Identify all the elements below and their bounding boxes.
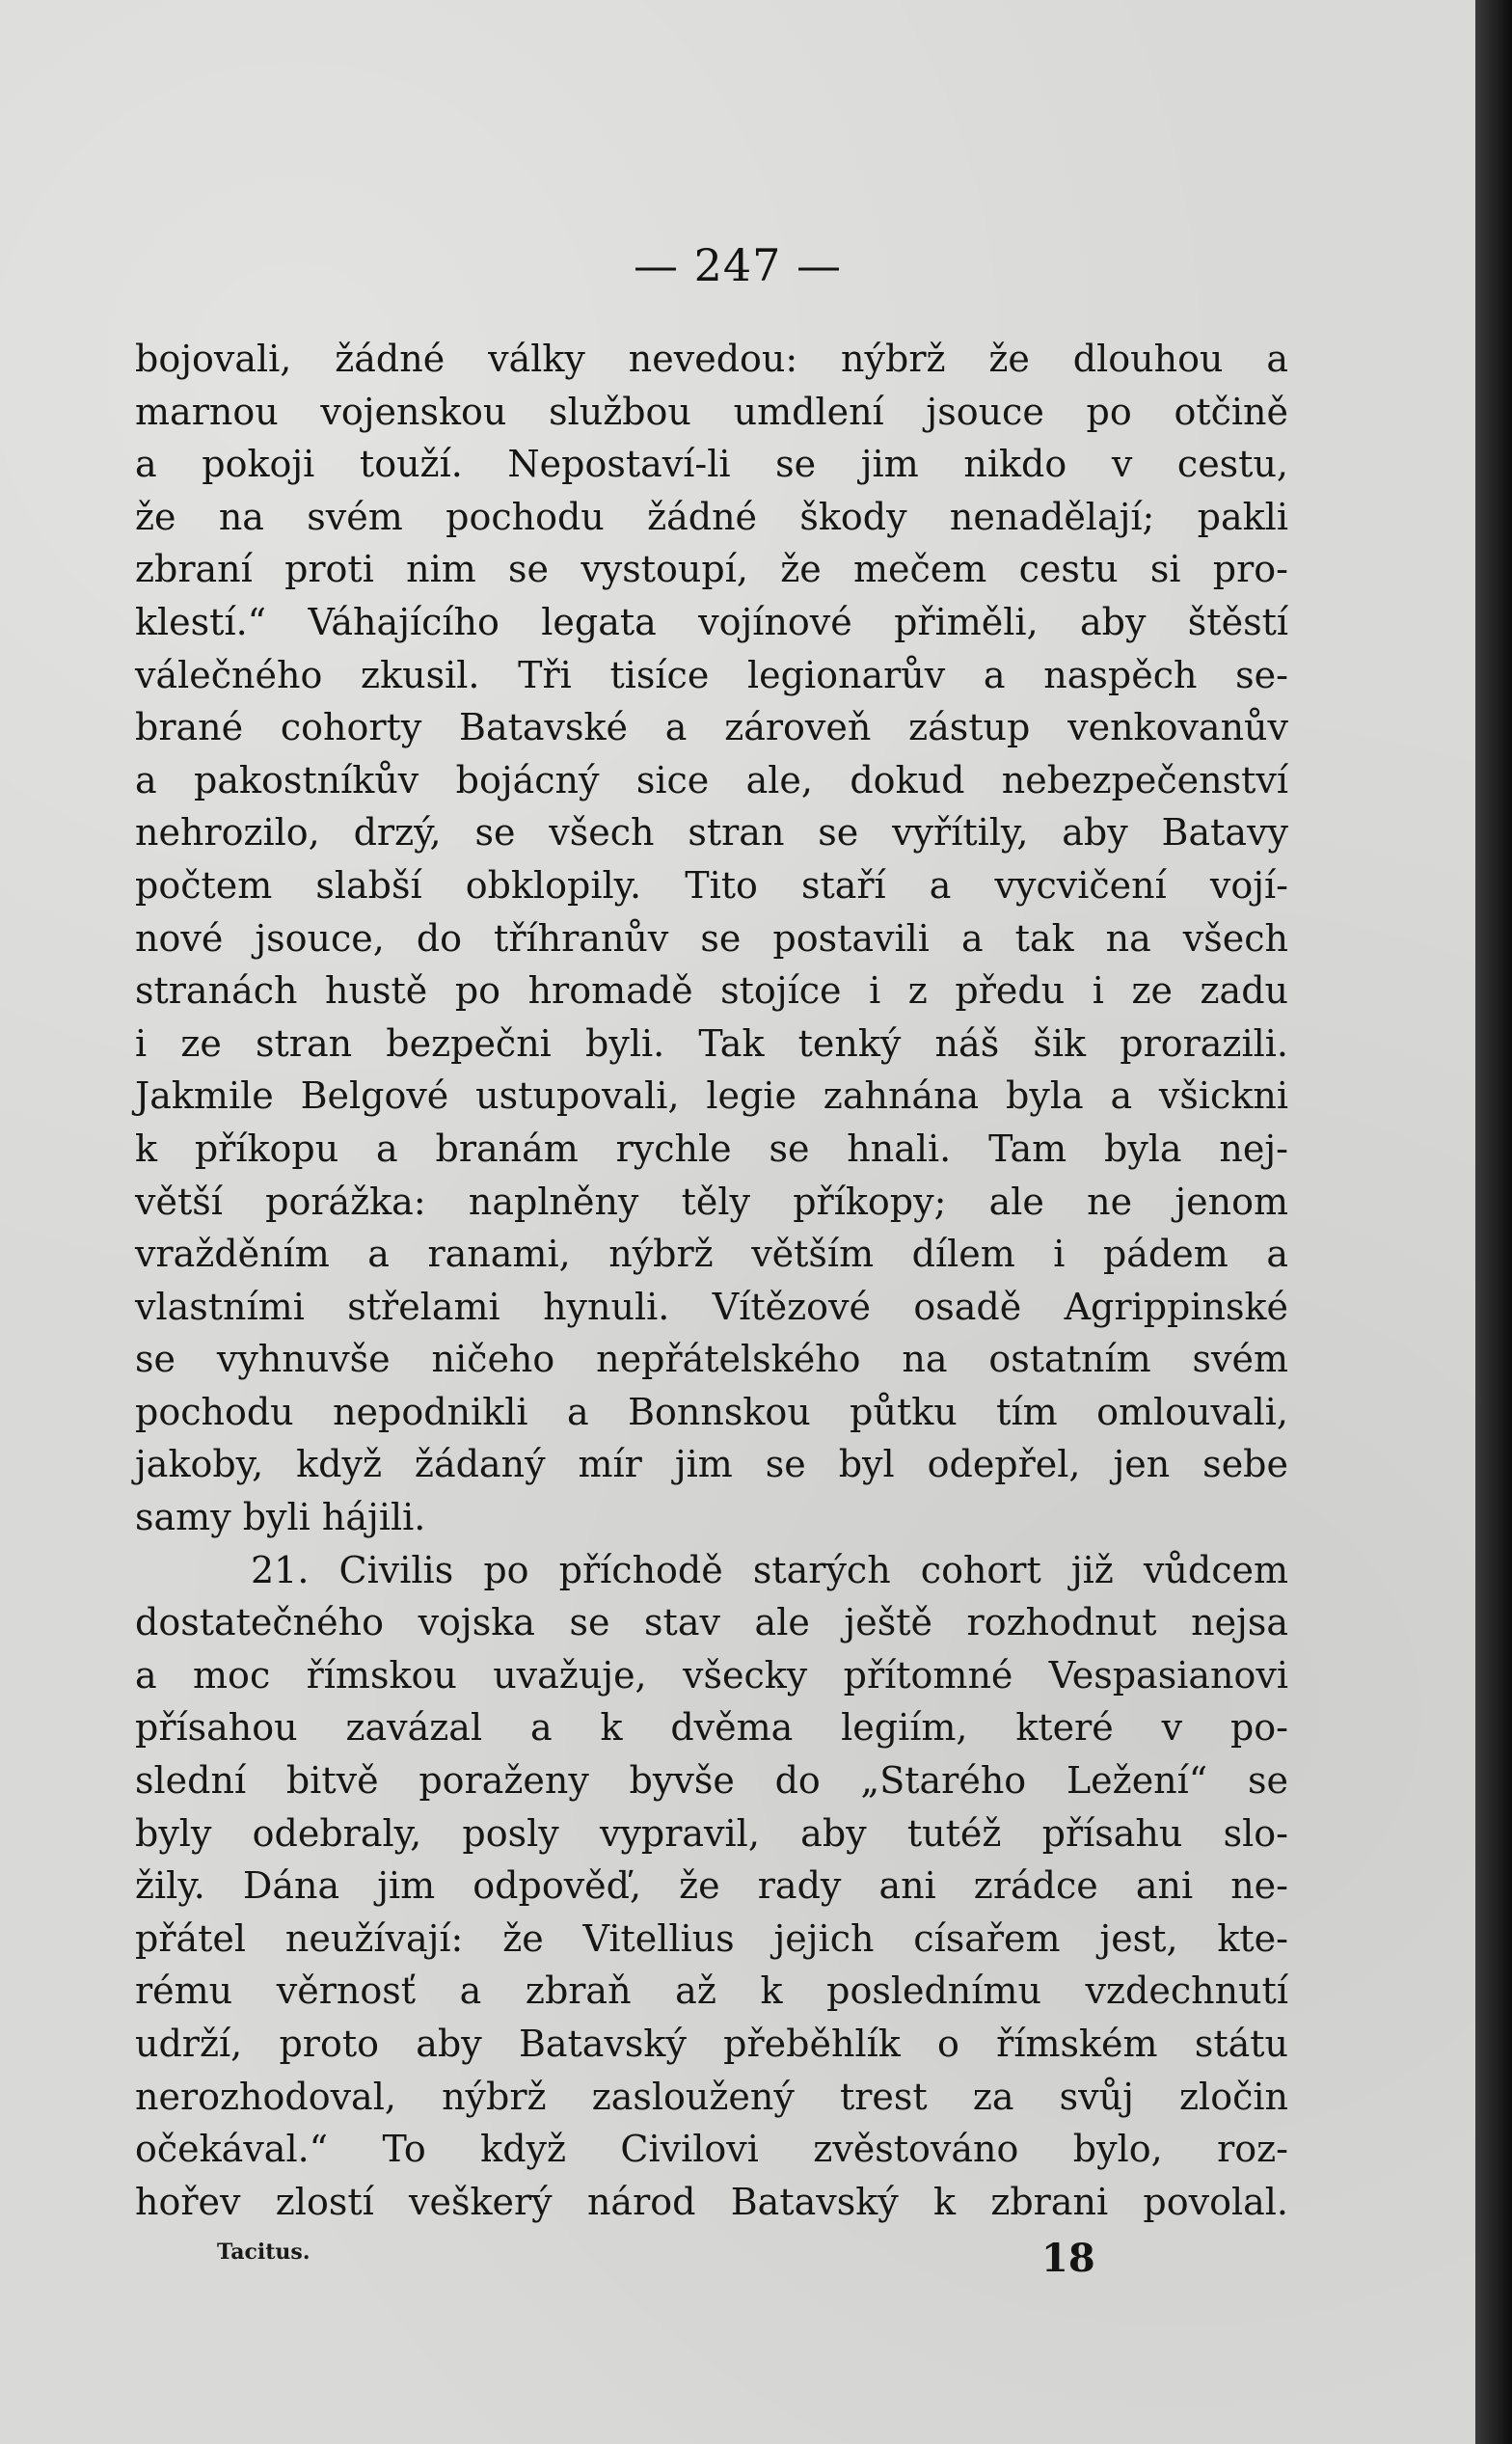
scan-edge-shadow (1475, 0, 1512, 2444)
text-line: stranách hustě po hromadě stojíce i z předu i ze zadu (135, 969, 1288, 1013)
text-line: a pakostníkův bojácný sice ale, dokud nebezpečenství (135, 758, 1288, 801)
text-line: větší porážka: naplněny těly příkopy; ale ne jenom (135, 1180, 1288, 1223)
text-line: zbraní proti nim se vystoupí, že mečem cestu si pro- (135, 548, 1288, 591)
text-line: přísahou zavázal a k dvěma legiím, které v po- (135, 1706, 1288, 1750)
text-line: byly odebraly, posly vypravil, aby tutéž přísahu slo- (135, 1811, 1288, 1855)
text-line: počtem slabší obklopily. Tito staří a vycvičení vojí- (135, 863, 1288, 907)
text-line: bojovali, žádné války nevedou: nýbrž že dlouhou a (135, 338, 1288, 380)
page-number: — 247 — (633, 239, 843, 291)
text-line: nové jsouce, do tříhranův se postavili a tak na všech (135, 916, 1288, 960)
text-line: nerozhodoval, nýbrž zasloužený trest za svůj zločin (135, 2075, 1288, 2118)
text-line: vražděním a ranami, nýbrž větším dílem i pádem a (135, 1233, 1288, 1276)
text-line: a moc římskou uvažuje, všecky přítomné Vespasianovi (135, 1653, 1288, 1697)
signature-mark: Tacitus. (217, 2240, 310, 2265)
text-line-paragraph-end: samy byli hájili. (135, 1496, 426, 1539)
text-line: nehrozilo, drzý, se všech stran se vyřítily, aby Batavy (135, 811, 1288, 855)
text-line: udrží, proto aby Batavský přeběhlík o římském státu (135, 2023, 1288, 2065)
text-line: se vyhnuvše ničeho nepřátelského na ostatním svém (135, 1338, 1288, 1381)
text-line: očekával.“ To když Civilovi zvěstováno bylo, roz- (135, 2128, 1288, 2171)
text-line: i ze stran bezpečni byli. Tak tenký náš šik prorazili. (135, 1021, 1288, 1065)
text-line: válečného zkusil. Tři tisíce legionarův a naspěch se- (135, 653, 1288, 696)
text-line: slední bitvě poraženy byvše do „Starého Ležení“ se (135, 1759, 1288, 1803)
text-line: klestí.“ Váhajícího legata vojínové přiměli, aby štěstí (135, 600, 1288, 643)
text-line: marnou vojenskou službou umdlení jsouce po otčině (135, 390, 1288, 433)
text-line: vlastními střelami hynuli. Vítězové osadě Agrippinské (135, 1285, 1288, 1328)
text-line: rému věrnosť a zbraň až k poslednímu vzdechnutí (135, 1969, 1288, 2013)
sheet-number: 18 (1041, 2236, 1095, 2281)
text-line: a pokoji touží. Nepostaví-li se jim nikdo v cestu, (135, 443, 1288, 486)
text-line: pochodu nepodnikli a Bonnskou půtku tím omlouvali, (135, 1390, 1288, 1433)
text-line: žily. Dána jim odpověď, že rady ani zrádce ani ne- (135, 1864, 1288, 1908)
text-line: dostatečného vojska se stav ale ještě rozhodnut nejsa (135, 1601, 1288, 1644)
text-line: přátel neužívají: že Vitellius jejich císařem jest, kte- (135, 1916, 1288, 1960)
text-line: jakoby, když žádaný mír jim se byl odepřel, jen sebe (135, 1443, 1288, 1486)
text-line: Jakmile Belgové ustupovali, legie zahnána byla a všickni (135, 1074, 1288, 1118)
text-line: hořev zlostí veškerý národ Batavský k zbrani povolal. (135, 2180, 1288, 2223)
text-line: k příkopu a branám rychle se hnali. Tam byla nej- (135, 1127, 1288, 1170)
body-text (135, 333, 1288, 2228)
text-line: brané cohorty Batavské a zároveň zástup venkovanův (135, 706, 1288, 749)
text-line: že na svém pochodu žádné škody nenadělají; pakli (135, 495, 1288, 538)
text-line-paragraph-start: 21. Civilis po příchodě starých cohort již vůdcem (251, 1548, 1288, 1591)
